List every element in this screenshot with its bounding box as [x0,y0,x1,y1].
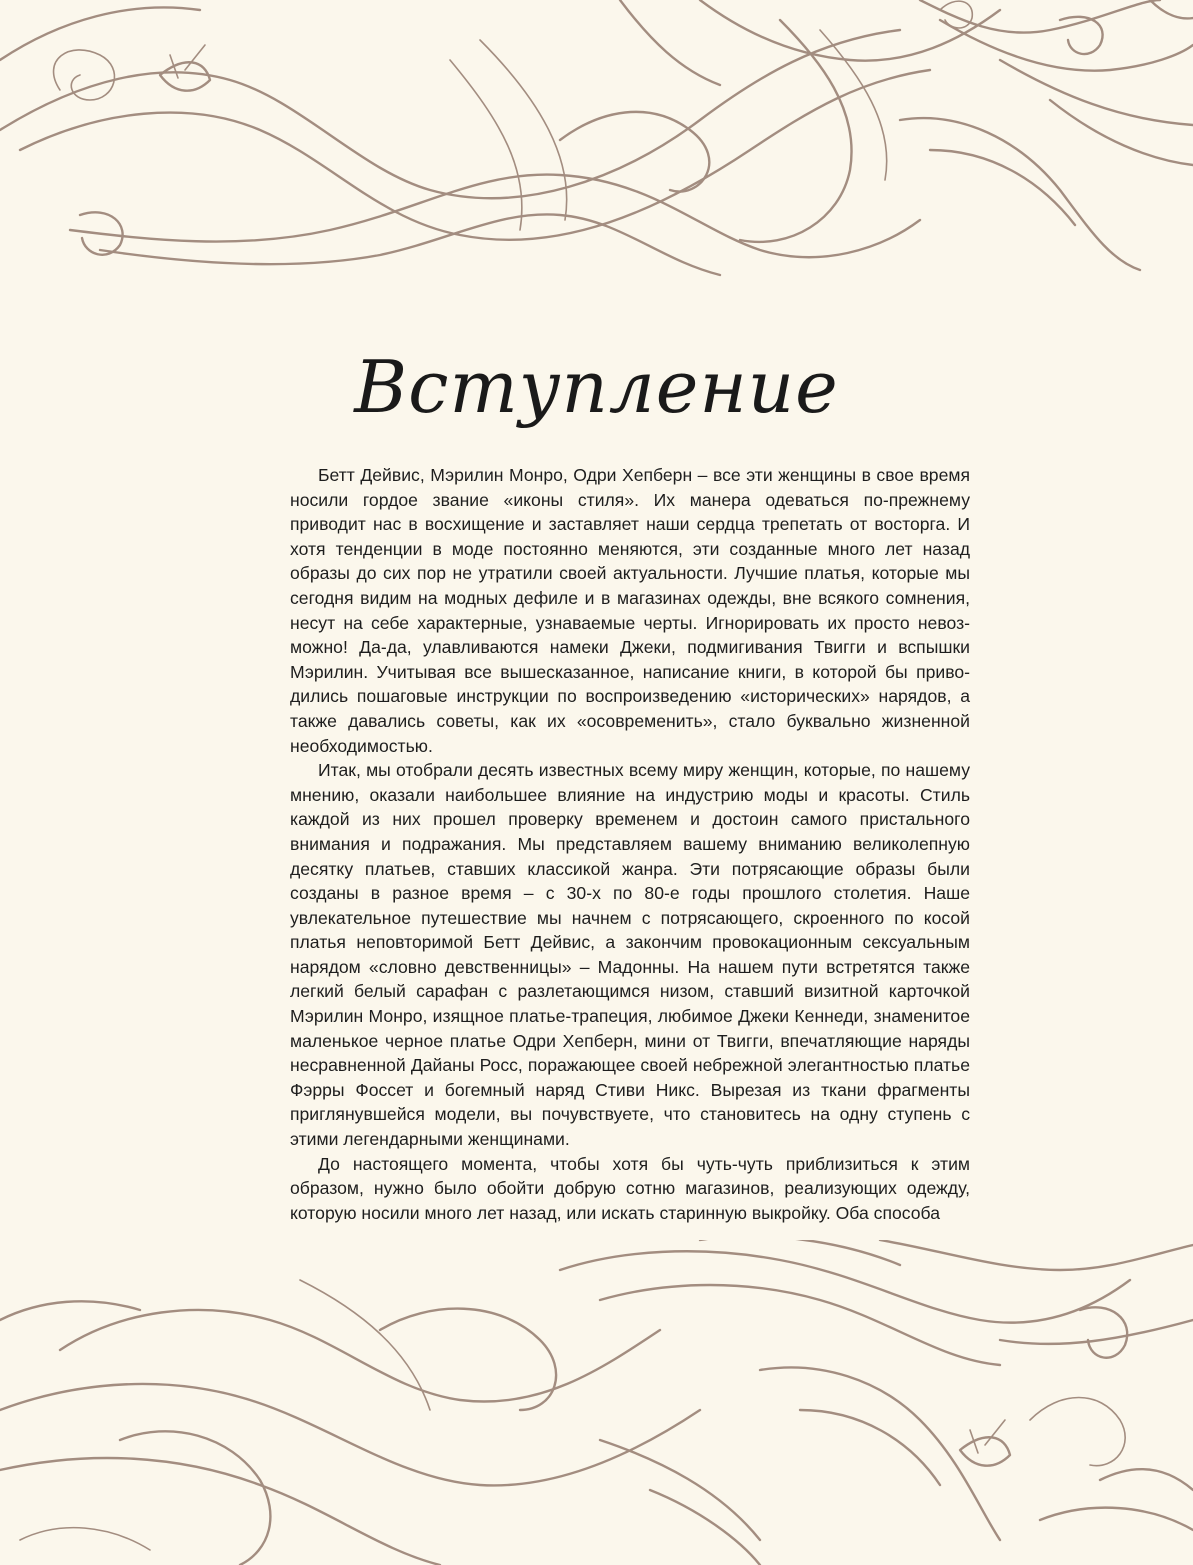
bottom-floral-ornament [0,1240,1193,1565]
paragraph: Бетт Дейвис, Мэрилин Монро, Одри Хепберн – все эти женщины в свое время носили гордое звание «иконы стиля». Их манера одеваться по-прежнему приводит нас в восхищение и заставляет наши сердца трепетать от восторга. И хотя тенденции в моде постоянно меняются, эти созданные много лет назад образы до сих пор не утратили своей актуальности. Лучшие платья, которые мы сегодня видим на модных дефиле и в магазинах одежды, вне всякого сомнения, несут на себе характерные, узнаваемые черты. Игнорировать их просто невозможно! Да-да, улавливаются намеки Джеки, подмигивания Твигги и вспышки Мэрилин. Учитывая все вышесказанное, написание книги, в которой бы приводились пошаговые инструкции по воспроизведению «исторических» нарядов, а также давались советы, как их «осовременить», стало буквально жизненной необходимостью. [290,465,970,756]
paragraph: Итак, мы отобрали десять известных всему миру женщин, которые, по нашему мнению, оказали наибольшее влияние на индустрию моды и красоты. Стиль каждой из них прошел проверку временем и достоин самого пристального внимания и подражания. Мы представляем вашему вниманию великолепную десятку платьев, ставших классикой жанра. Эти потрясающие образы были созданы в разное время – с 30-х по 80-е годы прошлого столетия. Наше увлекательное путешествие мы начнем с потрясающего, скроенного по косой платья неповторимой Бетт Дейвис, а закончим провокационным сексуальным нарядом «словно девственницы» – Мадонны. На нашем пути встретятся также легкий белый сарафан с разлетающимся низом, ставший визитной карточкой Мэрилин Монро, изящное платье-трапеция, любимое Джеки Кеннеди, знаменитое маленькое черное платье Одри Хепберн, мини от Твигги, впечатляющие наряды несравненной Дайаны Росс, поражающее своей небрежной элегантностью платье Фэрры Фоссет и богемный наряд Стиви Никс. Вырезая из ткани фрагменты приглянувшейся модели, вы почувствуете, что становитесь на одну ступень с этими легендарными женщинами. [290,760,970,1150]
paragraph: До настоящего момента, чтобы хотя бы чуть-чуть приблизиться к этим образом, нужно было обойти добрую сотню магазинов, реализующих одежду, которую носили много лет назад, или искать старинную выкройку. Оба способа [290,1153,970,1223]
page-title: Вступление [354,345,839,429]
body-text [290,463,970,1225]
top-floral-ornament [0,0,1193,330]
